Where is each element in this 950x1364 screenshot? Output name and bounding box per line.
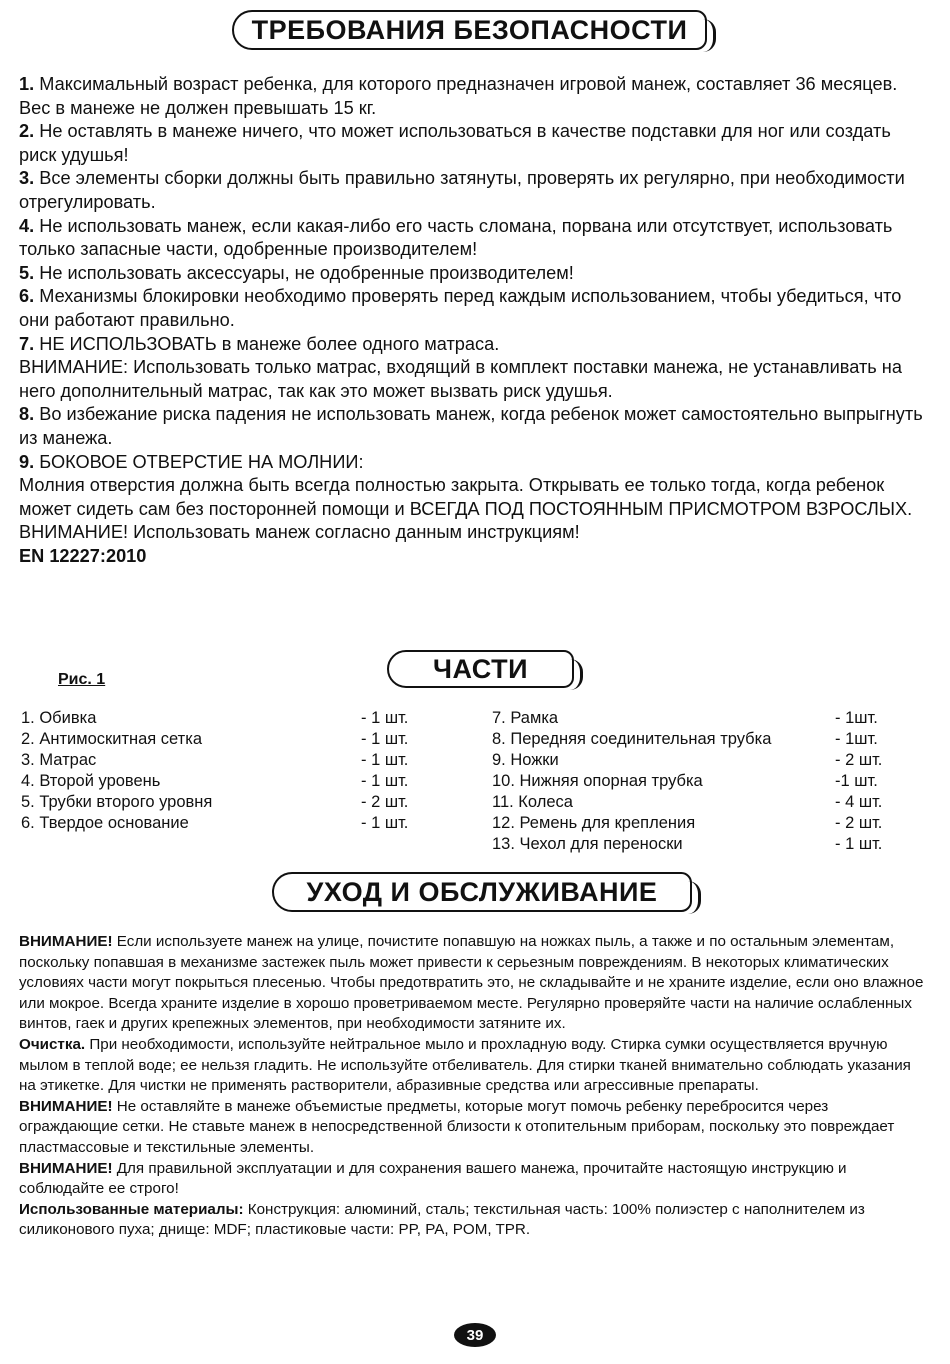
parts-list-right: [492, 708, 892, 855]
safety-item-8: [19, 403, 931, 450]
part-quantity: - 1 шт.: [361, 730, 409, 748]
paragraph-lead: Очистка.: [19, 1035, 86, 1053]
safety-item-3: [19, 167, 931, 214]
part-quantity: - 1 шт.: [361, 751, 409, 769]
paragraph-lead: ВНИМАНИЕ!: [19, 1097, 113, 1115]
part-row: [21, 729, 421, 750]
item-number: 8.: [19, 404, 35, 425]
part-name: 13. Чехол для переноски: [492, 835, 683, 853]
part-quantity: - 1 шт.: [361, 772, 409, 790]
care-title-text: УХОД И ОБСЛУЖИВАНИЕ: [306, 876, 658, 907]
banner-decoration: [703, 19, 716, 52]
safety-item-5: [19, 262, 931, 286]
part-name: 2. Антимоскитная сетка: [21, 730, 203, 748]
care-paragraph: [19, 1035, 929, 1097]
part-name: 10. Нижняя опорная трубка: [492, 772, 703, 790]
figure-label: Рис. 1: [58, 671, 106, 688]
part-name: 12. Ремень для крепления: [492, 814, 696, 832]
part-row: [492, 813, 892, 834]
safety-section-title: [232, 10, 707, 50]
safety-title-text: ТРЕБОВАНИЯ БЕЗОПАСНОСТИ: [251, 14, 688, 45]
care-paragraph: [19, 1097, 929, 1159]
standard-code: [19, 545, 931, 569]
item-text: Не оставлять в манеже ничего, что может использоваться в качестве подставки для ног или создать риск удушья!: [19, 121, 891, 165]
part-quantity: -1 шт.: [835, 772, 878, 790]
part-row: [21, 771, 421, 792]
care-paragraph: [19, 932, 929, 1035]
part-quantity: - 2 шт.: [361, 793, 409, 811]
paragraph-text: Не оставляйте в манеже объемистые предметы, которые могут помочь ребенку перебросится через ограждающие сетки. Не ставьте манеж в непосредственной близости к отопительным приборам, поскольку это повреждает пластмассовые и текстильные элементы.: [19, 1097, 895, 1156]
parts-section-title: [387, 650, 574, 688]
part-name: 8. Передняя соединительная трубка: [492, 730, 772, 748]
standard-code-text: EN 12227:2010: [19, 545, 147, 566]
part-row: [21, 708, 421, 729]
care-paragraph: [19, 1159, 929, 1200]
safety-item-9: [19, 451, 931, 475]
care-section-title: [272, 872, 692, 912]
part-row: [492, 750, 892, 771]
parts-title-text: ЧАСТИ: [432, 653, 529, 684]
safety-item-2: [19, 120, 931, 167]
part-name: 7. Рамка: [492, 709, 559, 727]
zipper-instructions: Молния отверстия должна быть всегда полностью закрыта. Открывать ее только тогда, когда ребенок может сидеть сам без посторонней помощи и ВСЕГДА ПОД ПОСТОЯННЫМ ПРИСМОТРОМ ВЗРОСЛЫХ.: [19, 475, 913, 519]
item-text: Все элементы сборки должны быть правильно затянуты, проверять их регулярно, при необходимости отрегулировать.: [19, 168, 905, 212]
item-text: Максимальный возраст ребенка, для которого предназначен игровой манеж, составляет 36 месяцев. Вес в манеже не должен превышать 15 кг.: [19, 74, 898, 118]
part-quantity: - 1 шт.: [361, 709, 409, 727]
parts-list-left: [21, 708, 421, 834]
page-number: 39: [454, 1323, 496, 1347]
part-row: [492, 792, 892, 813]
instructions-warning: ВНИМАНИЕ! Использовать манеж согласно данным инструкциям!: [19, 522, 580, 543]
part-row: [492, 729, 892, 750]
part-quantity: - 1шт.: [835, 709, 878, 727]
part-name: 9. Ножки: [492, 751, 559, 769]
part-quantity: - 4 шт.: [835, 793, 883, 811]
item-number: 2.: [19, 121, 35, 142]
paragraph-text: При необходимости, используйте нейтральное мыло и прохладную воду. Стирка сумки осуществляется вручную мылом в теплой воде; ее нельзя гладить. Не используйте отбеливатель. Для стирки тканей внимательно соблюдать указания на этикетке. Для чистки не применять растворители, абразивные средства или агрессивные препараты.: [19, 1035, 911, 1095]
part-row: [492, 834, 892, 855]
paragraph-lead: Использованные материалы:: [19, 1200, 244, 1218]
mattress-warning: ВНИМАНИЕ: Использовать только матрас, входящий в комплект поставки манежа, не устанавливать на него дополнительный матрас, так как это может вызвать риск удушья.: [19, 357, 902, 401]
banner-decoration: [570, 659, 583, 690]
care-paragraph: [19, 1200, 929, 1241]
item-text: БОКОВОЕ ОТВЕРСТИЕ НА МОЛНИИ:: [34, 451, 364, 472]
paragraph-lead: ВНИМАНИЕ!: [19, 1159, 113, 1177]
item-number: 1.: [19, 74, 35, 94]
paragraph-text: Конструкция: алюминий, сталь; текстильная часть: 100% полиэстер с наполнителем из силиконового пуха; днище: MDF; пластиковые части: PP, PA, POM, TPR.: [19, 1200, 865, 1239]
item-number: 5.: [19, 262, 35, 283]
part-row: [21, 750, 421, 771]
part-row: [21, 792, 421, 813]
part-quantity: - 1 шт.: [835, 835, 883, 853]
part-quantity: - 1 шт.: [361, 814, 409, 832]
banner-decoration: [688, 881, 701, 914]
part-name: 4. Второй уровень: [21, 772, 161, 790]
item-number: 4.: [19, 215, 35, 236]
safety-requirements: [19, 73, 931, 568]
item-number: 9.: [19, 451, 35, 472]
paragraph-text: Для правильной эксплуатации и для сохранения вашего манежа, прочитайте настоящую инструкцию и соблюдайте ее строго!: [19, 1159, 847, 1198]
item-text: Не использовать манеж, если какая-либо его часть сломана, порвана или отсутствует, использовать только запасные части, одобренные производителем!: [19, 215, 893, 260]
safety-item-4: [19, 215, 931, 262]
part-row: [492, 708, 892, 729]
item-number: 3.: [19, 168, 35, 189]
part-name: 6. Твердое основание: [21, 814, 189, 832]
part-name: 1. Обивка: [21, 709, 97, 727]
item-text: Не использовать аксессуары, не одобренные производителем!: [34, 262, 574, 283]
safety-item-7: [19, 333, 931, 357]
paragraph-lead: ВНИМАНИЕ!: [19, 933, 113, 950]
part-name: 5. Трубки второго уровня: [21, 793, 213, 811]
part-row: [492, 771, 892, 792]
part-row: [21, 813, 421, 834]
care-instructions: [19, 932, 929, 1241]
part-quantity: - 2 шт.: [835, 751, 883, 769]
item-number: 7.: [19, 333, 35, 354]
safety-item-1: [19, 73, 931, 120]
item-text: НЕ ИСПОЛЬЗОВАТЬ в манеже более одного матраса.: [34, 333, 500, 354]
item-text: Механизмы блокировки необходимо проверять перед каждым использованием, чтобы убедиться, что они работают правильно.: [19, 286, 902, 330]
part-quantity: - 1шт.: [835, 730, 878, 748]
safety-item-6: [19, 285, 931, 332]
part-quantity: - 2 шт.: [835, 814, 883, 832]
part-name: 3. Матрас: [21, 751, 97, 769]
item-number: 6.: [19, 286, 35, 307]
part-name: 11. Колеса: [492, 793, 573, 811]
item-text: Во избежание риска падения не использовать манеж, когда ребенок может самостоятельно выпрыгнуть из манежа.: [19, 404, 923, 448]
paragraph-text: Если используете манеж на улице, почистите попавшую на ножках пыль, а также и по остальным элементам, поскольку попавшая в механизме застежек пыль может привести к серьезным повреждениям. В некоторых климатических условиях части могут покрыться плесенью. Чтобы предотвратить это, не складывайте и не храните изделие, если оно влажное или мокрое. Всегда храните изделие в хорошо проветриваемом месте. Регулярно проверяйте части на наличие ослабленных винтов, гаек и других крепежных элементов, при необходимости затяните их.: [19, 933, 924, 1033]
